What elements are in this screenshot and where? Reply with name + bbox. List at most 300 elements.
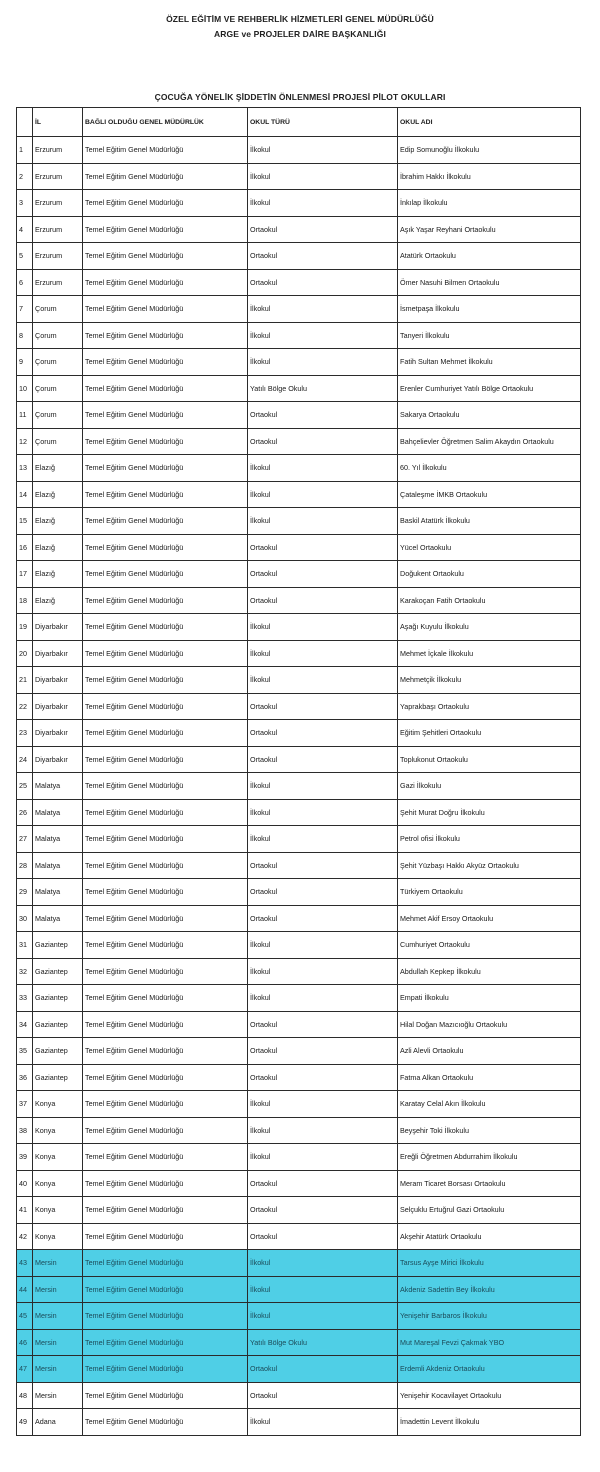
cell-il xyxy=(33,534,83,561)
cell-il xyxy=(33,481,83,508)
cell-il-text: Elazığ xyxy=(35,489,55,499)
cell-okul-turu xyxy=(248,905,398,932)
cell-genel-mudurluk-text: Temel Eğitim Genel Müdürlüğü xyxy=(85,1284,184,1294)
cell-okul-turu xyxy=(248,455,398,482)
cell-il-text: Malatya xyxy=(35,860,61,870)
cell-okul-turu-text: İlkokul xyxy=(250,516,271,526)
cell-genel-mudurluk-text: Temel Eğitim Genel Müdürlüğü xyxy=(85,436,184,446)
table-row xyxy=(17,402,581,429)
table-row xyxy=(17,1223,581,1250)
cell-okul-adi xyxy=(398,1011,581,1038)
cell-okul-adi xyxy=(398,190,581,217)
cell-genel-mudurluk xyxy=(83,799,248,826)
row-number xyxy=(17,508,33,535)
cell-genel-mudurluk xyxy=(83,985,248,1012)
cell-il xyxy=(33,1276,83,1303)
row-number-text: 44 xyxy=(19,1284,27,1294)
table-row xyxy=(17,455,581,482)
table-row xyxy=(17,667,581,694)
row-number-text: 5 xyxy=(19,251,23,261)
cell-okul-adi-text: Karatay Celal Akın İlkokulu xyxy=(400,1099,486,1109)
cell-genel-mudurluk-text: Temel Eğitim Genel Müdürlüğü xyxy=(85,1231,184,1241)
cell-okul-adi xyxy=(398,1223,581,1250)
cell-okul-adi xyxy=(398,243,581,270)
cell-il-text: Elazığ xyxy=(35,542,55,552)
table-row xyxy=(17,1329,581,1356)
row-number xyxy=(17,1409,33,1436)
cell-okul-turu xyxy=(248,1091,398,1118)
row-number-text: 41 xyxy=(19,1205,27,1215)
cell-okul-adi xyxy=(398,1303,581,1330)
cell-genel-mudurluk xyxy=(83,322,248,349)
cell-okul-adi-text: Erdemli Akdeniz Ortaokulu xyxy=(400,1364,485,1374)
row-number-text: 15 xyxy=(19,516,27,526)
row-number-text: 20 xyxy=(19,648,27,658)
cell-okul-adi-text: Aşağı Kuyulu İlkokulu xyxy=(400,622,469,632)
cell-il-text: Diyarbakır xyxy=(35,622,68,632)
row-number xyxy=(17,534,33,561)
cell-okul-adi-text: Yenişehir Kocavilayet Ortaokulu xyxy=(400,1390,502,1400)
cell-il-text: Konya xyxy=(35,1231,56,1241)
cell-okul-adi-text: Mehmet İçkale İlkokulu xyxy=(400,648,474,658)
cell-okul-turu-text: Ortaokul xyxy=(250,251,278,261)
cell-okul-turu-text: İlkokul xyxy=(250,807,271,817)
cell-okul-turu-text: İlkokul xyxy=(250,1152,271,1162)
cell-genel-mudurluk xyxy=(83,190,248,217)
table-row xyxy=(17,163,581,190)
cell-okul-turu xyxy=(248,322,398,349)
cell-okul-adi-text: Meram Ticaret Borsası Ortaokulu xyxy=(400,1178,506,1188)
table-row xyxy=(17,1144,581,1171)
row-number xyxy=(17,905,33,932)
cell-okul-turu-text: Ortaokul xyxy=(250,1364,278,1374)
cell-il-text: Mersin xyxy=(35,1258,57,1268)
cell-il-text: Konya xyxy=(35,1205,56,1215)
table-row xyxy=(17,932,581,959)
cell-genel-mudurluk-text: Temel Eğitim Genel Müdürlüğü xyxy=(85,1337,184,1347)
department-title: ARGE ve PROJELER DAİRE BAŞKANLIĞI xyxy=(214,29,386,39)
cell-genel-mudurluk xyxy=(83,428,248,455)
cell-genel-mudurluk-text: Temel Eğitim Genel Müdürlüğü xyxy=(85,966,184,976)
row-number xyxy=(17,1064,33,1091)
table-row xyxy=(17,826,581,853)
cell-il xyxy=(33,958,83,985)
cell-okul-turu-text: İlkokul xyxy=(250,1099,271,1109)
cell-il xyxy=(33,163,83,190)
cell-il-text: Malatya xyxy=(35,781,61,791)
cell-il-text: Mersin xyxy=(35,1337,57,1347)
row-number-text: 34 xyxy=(19,1019,27,1029)
cell-okul-turu-text: İlkokul xyxy=(250,1417,271,1427)
cell-okul-adi-text: Beyşehir Toki İlkokulu xyxy=(400,1125,469,1135)
cell-okul-turu xyxy=(248,614,398,641)
pilot-schools-table xyxy=(16,107,581,1436)
row-number-text: 49 xyxy=(19,1417,27,1427)
table-row xyxy=(17,1197,581,1224)
cell-genel-mudurluk-text: Temel Eğitim Genel Müdürlüğü xyxy=(85,224,184,234)
table-row xyxy=(17,720,581,747)
row-number-text: 6 xyxy=(19,277,23,287)
cell-genel-mudurluk xyxy=(83,587,248,614)
cell-okul-turu-text: İlkokul xyxy=(250,834,271,844)
table-header-row xyxy=(17,108,581,137)
cell-okul-turu-text: İlkokul xyxy=(250,1311,271,1321)
cell-okul-turu-text: Ortaokul xyxy=(250,1072,278,1082)
document-title: ÇOCUĞA YÖNELİK ŞİDDETİN ÖNLENMESİ PROJESİ PİLOT OKULLARI xyxy=(154,92,446,102)
row-number-text: 25 xyxy=(19,781,27,791)
table-row xyxy=(17,375,581,402)
row-number xyxy=(17,137,33,164)
table-row xyxy=(17,190,581,217)
cell-okul-turu-text: Ortaokul xyxy=(250,224,278,234)
cell-okul-turu-text: İlkokul xyxy=(250,145,271,155)
cell-il xyxy=(33,1064,83,1091)
cell-il xyxy=(33,879,83,906)
cell-okul-turu xyxy=(248,375,398,402)
cell-okul-turu-text: Ortaokul xyxy=(250,1231,278,1241)
cell-genel-mudurluk xyxy=(83,455,248,482)
table-row xyxy=(17,216,581,243)
row-number-text: 23 xyxy=(19,728,27,738)
row-number xyxy=(17,216,33,243)
row-number xyxy=(17,693,33,720)
cell-okul-adi-text: Eğitim Şehitleri Ortaokulu xyxy=(400,728,482,738)
cell-okul-adi-text: Tarsus Ayşe Mirici İlkokulu xyxy=(400,1258,484,1268)
cell-il xyxy=(33,1329,83,1356)
cell-genel-mudurluk-text: Temel Eğitim Genel Müdürlüğü xyxy=(85,807,184,817)
row-number xyxy=(17,958,33,985)
cell-il xyxy=(33,349,83,376)
cell-il-text: Adana xyxy=(35,1417,56,1427)
cell-il xyxy=(33,1117,83,1144)
cell-genel-mudurluk xyxy=(83,1091,248,1118)
cell-okul-adi xyxy=(398,1064,581,1091)
column-header-okul-adi: OKUL ADI xyxy=(398,108,581,137)
cell-genel-mudurluk xyxy=(83,746,248,773)
cell-okul-adi xyxy=(398,1038,581,1065)
cell-il-text: Malatya xyxy=(35,887,61,897)
cell-okul-adi xyxy=(398,1117,581,1144)
cell-okul-adi xyxy=(398,799,581,826)
cell-okul-adi-text: Aşık Yaşar Reyhani Ortaokulu xyxy=(400,224,496,234)
table-row xyxy=(17,1170,581,1197)
table-row xyxy=(17,481,581,508)
row-number xyxy=(17,1170,33,1197)
cell-okul-turu-text: Ortaokul xyxy=(250,595,278,605)
cell-genel-mudurluk-text: Temel Eğitim Genel Müdürlüğü xyxy=(85,648,184,658)
cell-okul-turu xyxy=(248,1303,398,1330)
cell-genel-mudurluk-text: Temel Eğitim Genel Müdürlüğü xyxy=(85,913,184,923)
cell-okul-turu xyxy=(248,1329,398,1356)
cell-il-text: Gaziantep xyxy=(35,966,68,976)
cell-okul-adi xyxy=(398,163,581,190)
cell-okul-turu xyxy=(248,667,398,694)
row-number xyxy=(17,1197,33,1224)
table-row xyxy=(17,693,581,720)
cell-okul-turu xyxy=(248,349,398,376)
table-row xyxy=(17,587,581,614)
table-row xyxy=(17,852,581,879)
cell-il-text: Çorum xyxy=(35,410,57,420)
cell-il xyxy=(33,1144,83,1171)
cell-genel-mudurluk-text: Temel Eğitim Genel Müdürlüğü xyxy=(85,410,184,420)
row-number-text: 7 xyxy=(19,304,23,314)
cell-okul-adi-text: Baskil Atatürk İlkokulu xyxy=(400,516,470,526)
row-number-text: 48 xyxy=(19,1390,27,1400)
row-number xyxy=(17,1329,33,1356)
cell-okul-adi xyxy=(398,481,581,508)
cell-genel-mudurluk-text: Temel Eğitim Genel Müdürlüğü xyxy=(85,1099,184,1109)
cell-genel-mudurluk xyxy=(83,1223,248,1250)
cell-il-text: Erzurum xyxy=(35,145,63,155)
cell-okul-adi xyxy=(398,879,581,906)
cell-okul-adi-text: İnkılap İlkokulu xyxy=(400,198,448,208)
cell-okul-adi xyxy=(398,614,581,641)
cell-il-text: Konya xyxy=(35,1099,56,1109)
table-row xyxy=(17,1303,581,1330)
cell-il xyxy=(33,137,83,164)
row-number-text: 46 xyxy=(19,1337,27,1347)
cell-genel-mudurluk xyxy=(83,958,248,985)
cell-genel-mudurluk xyxy=(83,1197,248,1224)
cell-okul-adi xyxy=(398,826,581,853)
cell-okul-adi-text: Şehit Murat Doğru İlkokulu xyxy=(400,807,485,817)
row-number-text: 21 xyxy=(19,675,27,685)
cell-genel-mudurluk-text: Temel Eğitim Genel Müdürlüğü xyxy=(85,1125,184,1135)
cell-il-text: Mersin xyxy=(35,1284,57,1294)
row-number xyxy=(17,428,33,455)
cell-okul-turu-text: Ortaokul xyxy=(250,1390,278,1400)
cell-okul-adi-text: Tanyeri İlkokulu xyxy=(400,330,450,340)
cell-il xyxy=(33,1091,83,1118)
cell-okul-adi xyxy=(398,587,581,614)
cell-okul-adi-text: Mehmet Akif Ersoy Ortaokulu xyxy=(400,913,494,923)
row-number-text: 29 xyxy=(19,887,27,897)
row-number xyxy=(17,799,33,826)
cell-il-text: Diyarbakır xyxy=(35,648,68,658)
cell-okul-adi xyxy=(398,1170,581,1197)
cell-okul-adi xyxy=(398,216,581,243)
row-number xyxy=(17,1223,33,1250)
row-number xyxy=(17,1356,33,1383)
cell-okul-turu-text: Ortaokul xyxy=(250,542,278,552)
cell-okul-adi-text: Çataleşme İMKB Ortaokulu xyxy=(400,489,488,499)
cell-okul-turu-text: İlkokul xyxy=(250,463,271,473)
cell-genel-mudurluk-text: Temel Eğitim Genel Müdürlüğü xyxy=(85,1417,184,1427)
cell-il xyxy=(33,296,83,323)
cell-il-text: Gaziantep xyxy=(35,1019,68,1029)
row-number-text: 38 xyxy=(19,1125,27,1135)
cell-genel-mudurluk-text: Temel Eğitim Genel Müdürlüğü xyxy=(85,1364,184,1374)
cell-okul-turu xyxy=(248,879,398,906)
cell-okul-turu xyxy=(248,1117,398,1144)
cell-okul-adi-text: Abdullah Kepkep İlkokulu xyxy=(400,966,481,976)
cell-okul-turu xyxy=(248,1170,398,1197)
cell-genel-mudurluk xyxy=(83,534,248,561)
cell-okul-adi-text: Ereğli Öğretmen Abdurrahim İlkokulu xyxy=(400,1152,518,1162)
row-number xyxy=(17,826,33,853)
cell-il-text: Elazığ xyxy=(35,569,55,579)
cell-il xyxy=(33,587,83,614)
cell-genel-mudurluk xyxy=(83,349,248,376)
cell-okul-turu-text: Ortaokul xyxy=(250,701,278,711)
directorate-title: ÖZEL EĞİTİM VE REHBERLİK HİZMETLERİ GENEL MÜDÜRLÜĞÜ xyxy=(166,14,434,24)
cell-il-text: Gaziantep xyxy=(35,993,68,1003)
cell-il xyxy=(33,640,83,667)
cell-genel-mudurluk-text: Temel Eğitim Genel Müdürlüğü xyxy=(85,277,184,287)
cell-okul-turu-text: İlkokul xyxy=(250,622,271,632)
row-number xyxy=(17,1303,33,1330)
table-row xyxy=(17,1091,581,1118)
table-row xyxy=(17,534,581,561)
table-row xyxy=(17,1117,581,1144)
cell-okul-turu-text: İlkokul xyxy=(250,940,271,950)
cell-genel-mudurluk-text: Temel Eğitim Genel Müdürlüğü xyxy=(85,145,184,155)
cell-genel-mudurluk xyxy=(83,1064,248,1091)
cell-genel-mudurluk xyxy=(83,163,248,190)
cell-okul-adi-text: Bahçelievler Öğretmen Salim Akaydın Ortaokulu xyxy=(400,436,554,446)
cell-genel-mudurluk-text: Temel Eğitim Genel Müdürlüğü xyxy=(85,251,184,261)
cell-il xyxy=(33,1011,83,1038)
row-number-text: 14 xyxy=(19,489,27,499)
cell-okul-adi-text: Erenler Cumhuriyet Yatılı Bölge Ortaokulu xyxy=(400,383,534,393)
table-row xyxy=(17,1038,581,1065)
cell-il-text: Malatya xyxy=(35,913,61,923)
cell-genel-mudurluk xyxy=(83,1170,248,1197)
cell-il-text: Konya xyxy=(35,1178,56,1188)
row-number xyxy=(17,1038,33,1065)
cell-il-text: Erzurum xyxy=(35,277,63,287)
cell-il xyxy=(33,1250,83,1277)
row-number-text: 36 xyxy=(19,1072,27,1082)
row-number xyxy=(17,402,33,429)
cell-genel-mudurluk xyxy=(83,1011,248,1038)
cell-okul-turu-text: İlkokul xyxy=(250,993,271,1003)
cell-genel-mudurluk-text: Temel Eğitim Genel Müdürlüğü xyxy=(85,754,184,764)
cell-il-text: Erzurum xyxy=(35,198,63,208)
table-row xyxy=(17,640,581,667)
cell-il xyxy=(33,1170,83,1197)
cell-il-text: Gaziantep xyxy=(35,1072,68,1082)
cell-okul-adi xyxy=(398,1276,581,1303)
cell-il xyxy=(33,1223,83,1250)
row-number xyxy=(17,587,33,614)
cell-okul-adi xyxy=(398,561,581,588)
row-number xyxy=(17,773,33,800)
cell-il-text: Çorum xyxy=(35,357,57,367)
cell-genel-mudurluk xyxy=(83,1329,248,1356)
cell-okul-adi xyxy=(398,428,581,455)
cell-genel-mudurluk-text: Temel Eğitim Genel Müdürlüğü xyxy=(85,1390,184,1400)
cell-okul-adi-text: Petrol ofisi İlkokulu xyxy=(400,834,460,844)
cell-genel-mudurluk-text: Temel Eğitim Genel Müdürlüğü xyxy=(85,489,184,499)
column-header-no xyxy=(17,108,33,137)
cell-okul-adi-text: Yücel Ortaokulu xyxy=(400,542,452,552)
table-row xyxy=(17,322,581,349)
cell-genel-mudurluk xyxy=(83,667,248,694)
cell-il xyxy=(33,1303,83,1330)
cell-genel-mudurluk-text: Temel Eğitim Genel Müdürlüğü xyxy=(85,940,184,950)
cell-genel-mudurluk-text: Temel Eğitim Genel Müdürlüğü xyxy=(85,383,184,393)
cell-okul-turu xyxy=(248,1409,398,1436)
row-number-text: 26 xyxy=(19,807,27,817)
cell-genel-mudurluk xyxy=(83,561,248,588)
row-number-text: 45 xyxy=(19,1311,27,1321)
cell-okul-turu xyxy=(248,1038,398,1065)
table-row xyxy=(17,269,581,296)
cell-okul-adi xyxy=(398,905,581,932)
cell-okul-turu xyxy=(248,746,398,773)
table-row xyxy=(17,296,581,323)
cell-genel-mudurluk-text: Temel Eğitim Genel Müdürlüğü xyxy=(85,595,184,605)
cell-genel-mudurluk xyxy=(83,402,248,429)
cell-okul-turu xyxy=(248,720,398,747)
cell-okul-turu xyxy=(248,1356,398,1383)
cell-okul-turu xyxy=(248,1250,398,1277)
cell-okul-adi-text: Ömer Nasuhi Bilmen Ortaokulu xyxy=(400,277,500,287)
table-row xyxy=(17,958,581,985)
cell-okul-adi xyxy=(398,985,581,1012)
cell-il-text: Mersin xyxy=(35,1390,57,1400)
cell-okul-turu-text: Ortaokul xyxy=(250,1178,278,1188)
cell-okul-adi xyxy=(398,693,581,720)
row-number xyxy=(17,1250,33,1277)
cell-genel-mudurluk-text: Temel Eğitim Genel Müdürlüğü xyxy=(85,622,184,632)
cell-genel-mudurluk-text: Temel Eğitim Genel Müdürlüğü xyxy=(85,198,184,208)
cell-okul-turu xyxy=(248,269,398,296)
cell-okul-adi xyxy=(398,269,581,296)
cell-il xyxy=(33,322,83,349)
cell-okul-turu-text: Ortaokul xyxy=(250,1205,278,1215)
table-row xyxy=(17,1011,581,1038)
cell-il-text: Malatya xyxy=(35,807,61,817)
cell-genel-mudurluk-text: Temel Eğitim Genel Müdürlüğü xyxy=(85,1178,184,1188)
cell-genel-mudurluk-text: Temel Eğitim Genel Müdürlüğü xyxy=(85,1258,184,1268)
cell-okul-turu xyxy=(248,773,398,800)
cell-okul-turu-text: İlkokul xyxy=(250,966,271,976)
cell-genel-mudurluk xyxy=(83,1409,248,1436)
cell-okul-adi-text: İmadettin Levent İlkokulu xyxy=(400,1417,480,1427)
table-row xyxy=(17,1250,581,1277)
cell-okul-turu-text: Ortaokul xyxy=(250,410,278,420)
cell-okul-adi xyxy=(398,958,581,985)
cell-genel-mudurluk-text: Temel Eğitim Genel Müdürlüğü xyxy=(85,516,184,526)
cell-okul-adi xyxy=(398,852,581,879)
cell-okul-adi xyxy=(398,296,581,323)
cell-il-text: Diyarbakır xyxy=(35,675,68,685)
cell-okul-adi-text: Doğukent Ortaokulu xyxy=(400,569,464,579)
row-number-text: 33 xyxy=(19,993,27,1003)
cell-okul-adi-text: Karakoçan Fatih Ortaokulu xyxy=(400,595,486,605)
cell-il-text: Çorum xyxy=(35,330,57,340)
row-number xyxy=(17,720,33,747)
cell-okul-adi xyxy=(398,349,581,376)
cell-okul-turu-text: İlkokul xyxy=(250,781,271,791)
row-number-text: 2 xyxy=(19,171,23,181)
cell-il xyxy=(33,799,83,826)
cell-okul-turu-text: İlkokul xyxy=(250,675,271,685)
table-row xyxy=(17,561,581,588)
column-header-okul-turu: OKUL TÜRÜ xyxy=(248,108,398,137)
cell-genel-mudurluk-text: Temel Eğitim Genel Müdürlüğü xyxy=(85,1019,184,1029)
cell-genel-mudurluk xyxy=(83,1382,248,1409)
cell-okul-adi xyxy=(398,746,581,773)
cell-genel-mudurluk-text: Temel Eğitim Genel Müdürlüğü xyxy=(85,357,184,367)
cell-okul-turu-text: İlkokul xyxy=(250,357,271,367)
row-number-text: 4 xyxy=(19,224,23,234)
table-row xyxy=(17,985,581,1012)
cell-okul-turu-text: İlkokul xyxy=(250,1125,271,1135)
